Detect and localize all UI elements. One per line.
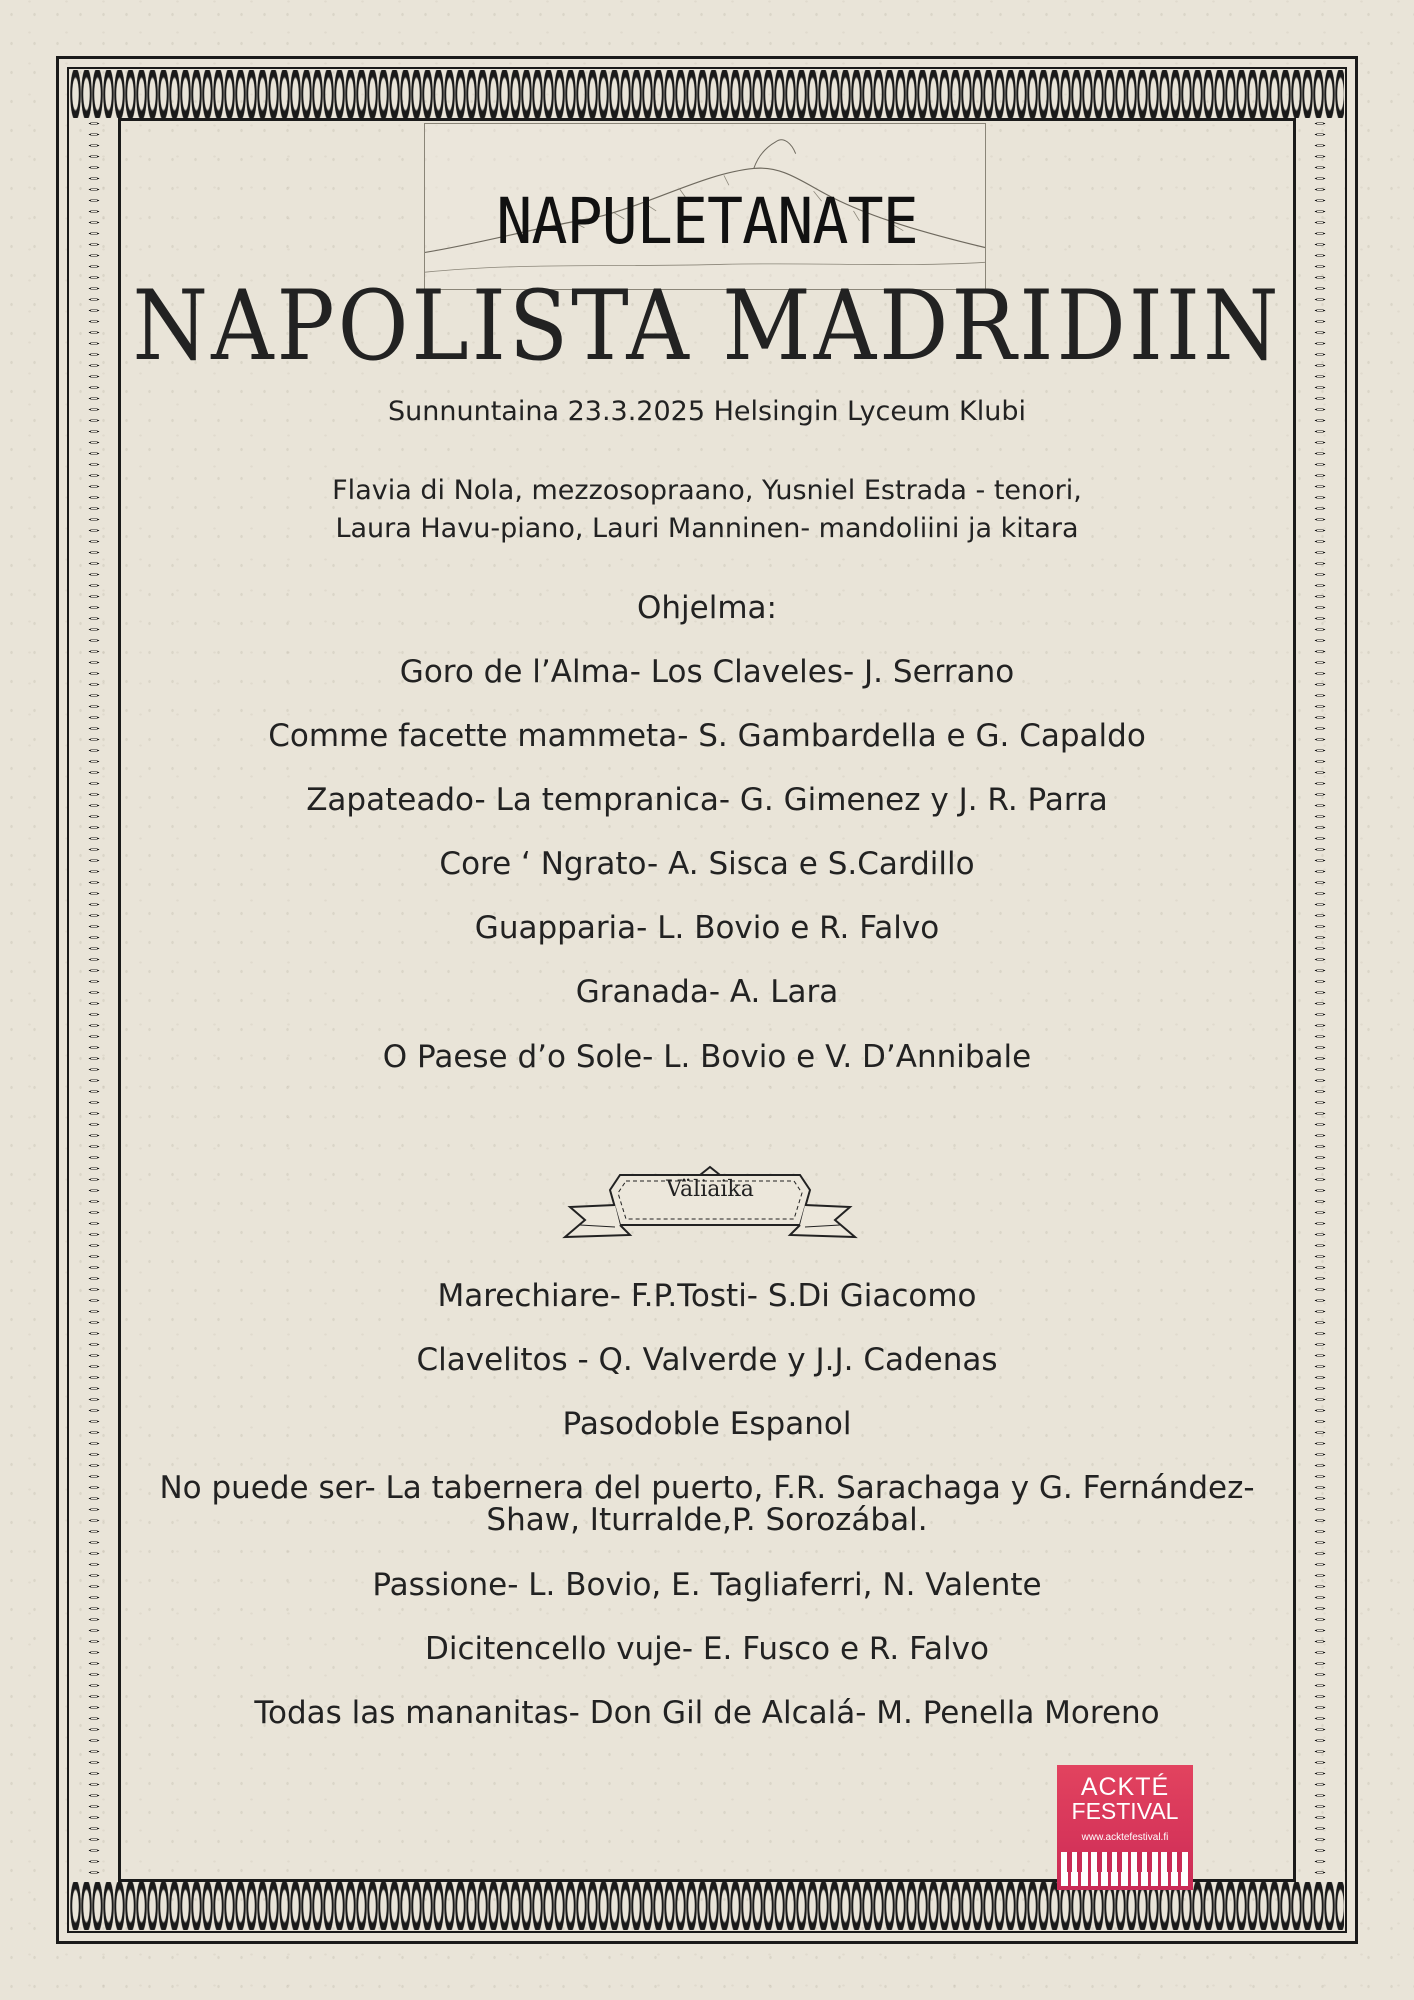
main-title: NAPOLISTA MADRIDIIN <box>132 270 1282 382</box>
intermission-label: Väliaika <box>666 1177 754 1202</box>
program-item: Core ‘ Ngrato- A. Sisca e S.Cardillo <box>439 846 975 882</box>
program-item: Pasodoble Espanol <box>562 1406 852 1442</box>
logo-url: www.acktefestival.fi <box>1081 1832 1169 1843</box>
program-item: Todas las mananitas- Don Gil de Alcalá- M. Penella Moreno <box>254 1695 1160 1731</box>
program-item: Marechiare- F.P.Tosti- S.Di Giacomo <box>437 1278 977 1314</box>
event-date-venue: Sunnuntaina 23.3.2025 Helsingin Lyceum Klubi <box>388 396 1026 427</box>
program-item: Passione- L. Bovio, E. Tagliaferri, N. Valente <box>372 1567 1042 1603</box>
program-heading: Ohjelma: <box>637 590 777 626</box>
ackte-festival-logo <box>1057 1765 1193 1890</box>
logo-line-1: ACKTÉ <box>1080 1773 1170 1801</box>
program-item: Dicitencello vuje- E. Fusco e R. Falvo <box>425 1631 989 1667</box>
program-item-continued: Shaw, Iturralde,P. Sorozábal. <box>486 1502 928 1538</box>
program-item: Comme facette mammeta- S. Gambardella e G. Capaldo <box>268 718 1146 754</box>
frame-ornament-top <box>70 70 1344 118</box>
small-title: NAPULETANATE <box>496 185 918 259</box>
program-item: No puede ser- La tabernera del puerto, F.R. Sarachaga y G. Fernández- <box>159 1470 1255 1506</box>
program-item: Clavelitos - Q. Valverde y J.J. Cadenas <box>416 1342 998 1378</box>
performers-line-1: Flavia di Nola, mezzosopraano, Yusniel Estrada - tenori, <box>332 475 1082 506</box>
program-item: Granada- A. Lara <box>575 974 839 1010</box>
program-item: Guapparia- L. Bovio e R. Falvo <box>474 910 940 946</box>
program-item: Zapateado- La tempranica- G. Gimenez y J. R. Parra <box>306 782 1108 818</box>
program-item: O Paese d’o Sole- L. Bovio e V. D’Annibale <box>382 1039 1032 1075</box>
piano-keys-icon <box>1061 1852 1189 1886</box>
program-item: Goro de l’Alma- Los Claveles- J. Serrano <box>399 654 1015 690</box>
performers-line-2: Laura Havu-piano, Lauri Manninen- mandoliini ja kitara <box>335 513 1079 544</box>
logo-line-2: FESTIVAL <box>1071 1798 1179 1824</box>
performers <box>0 472 1414 548</box>
